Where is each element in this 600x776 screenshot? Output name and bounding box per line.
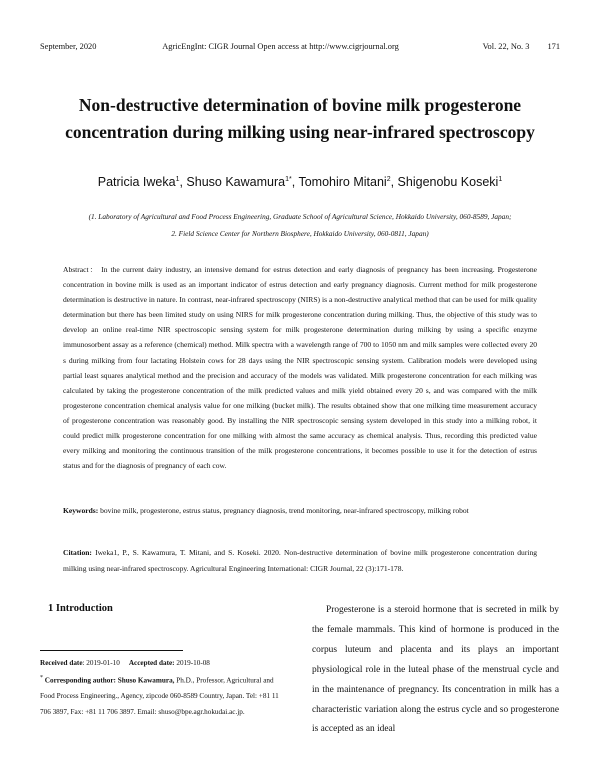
received-label: Received date — [40, 659, 83, 667]
author-sup: 1* — [285, 175, 292, 183]
footnote — [40, 656, 286, 720]
corr-text: Ph.D., Professor, Agricultural and Food Process Engineering., Agency, zipcode 060-8589 Country, Japan. Tel: +81 11 706 3897, Fax: +81 11 706 3897. Email: shuso@bpe.agr.hokudai.ac.jp. — [40, 676, 279, 716]
affiliation: (1. Laboratory of Agricultural and Food Process Engineering, Graduate School of Agricultural Science, Hokkaido University, 060-8589, Japan; — [88, 212, 512, 221]
header-journal: AgricEngInt: CIGR Journal Open access at http://www.cigrjournal.org — [162, 42, 399, 51]
footnote-rule — [40, 650, 183, 651]
affiliations — [30, 208, 570, 242]
author-sup: 2 — [386, 175, 391, 183]
corr-mark: * — [40, 675, 43, 682]
header-date: September, 2020 — [40, 42, 97, 51]
author: Shigenobu Koseki — [397, 175, 499, 189]
keywords-label: Keywords: — [63, 506, 99, 515]
author-list: Patricia Iweka$^1$, Shuso Kawamura$^{1*}$, Tomohiro Mitani$^2$, Shigenobu Koseki$^1$ — [97, 175, 503, 189]
intro-paragraph: Progesterone is a steroid hormone that is secreted in milk by the female mammals. This kind of hormone is produced in the corpus luteum and placenta and its plays an important physiological role in the luteal phase of the menstrual cycle and in the maintenance of pregnancy. Its concentration in milk has a characteristic variation along the estrus cycle and so progesterone is accepted as an ideal — [312, 605, 559, 735]
keywords — [63, 503, 537, 519]
author: Patricia Iweka — [97, 175, 176, 189]
author-sup: 1 — [175, 175, 180, 183]
citation — [63, 545, 537, 576]
citation-text: Iweka1, P., S. Kawamura, T. Mitani, and S. Koseki. 2020. Non-destructive determination of bovine milk progesterone concentration during milking using near-infrared spectroscopy. Agricultural Engineering International: CIGR Journal, 22 (3):171-178. — [63, 548, 537, 573]
abstract-text: In the current dairy industry, an intensive demand for estrus detection and early diagnosis of pregnancy has been increasing. Progesterone concentration in bovine milk is used as an important indicator of estrus detection and early pregnancy diagnosis. Current method for milk progesterone determination is destructive in nature. In contrast, near-infrared spectroscopy (NIRS) is a non-destructive analytical method that can be used for milk quality determination but there has been limited study on using NIRS for milk progesterone concentration during milking. Thus, the objective of this study was to develop an online real-time NIR spectroscopic sensing system for milk progesterone determination during milking by using a specific enzyme immunosorbent assay as a reference (chemical) method. Milk spectra with a wavelength range of 700 to 1050 nm and milk samples were collected every 20 s during milking from four lactating Holstein cows for 28 days using the NIR spectroscopic sensing system. Calibration models were developed using partial least squares analytical method and the precision and accuracy of the models was validated. Milk progesterone concentration for each milking was calculated by taking the progesterone concentration of the milk predicted values and milk yield obtained every 20 s, and was compared with the milk progesterone concentration chemical analysis value for one milking (bucket milk). The results obtained show that one milking time measurement accuracy of progesterone concentration was reasonably good. By installing the NIR spectroscopic sensing system developed in this study into a milking robot, it could predict milk progesterone concentration for one milking with almost the same accuracy as chemical analysis. Thus, recording this predicted value every milking and monitoring the continuous transition of the milk progesterone concentrations, it becomes possible to use it for the detection of estrus status and for the diagnosis of pregnancy of each cow. — [63, 265, 537, 471]
received-date: : 2019-01-10 — [82, 659, 120, 667]
abstract-label: Abstract： — [63, 265, 99, 274]
header-right — [465, 42, 560, 51]
paper-title: Non-destructive determination of bovine milk progesterone concentration during milking using near-infrared spectroscopy — [65, 95, 535, 142]
accepted-label: Accepted date: — [128, 659, 175, 667]
header-page: 171 — [547, 42, 560, 51]
abstract — [63, 262, 537, 473]
author: Tomohiro Mitani — [298, 175, 387, 189]
author: Shuso Kawamura — [186, 175, 286, 189]
header-volume: Vol. 22, No. 3 — [482, 42, 530, 51]
affiliation: 2. Field Science Center for Northern Biosphere, Hokkaido University, 060-0811, Japan) — [171, 229, 429, 238]
keywords-text: bovine milk, progesterone, estrus status, pregnancy diagnosis, trend monitoring, near-infrared spectroscopy, milking robot — [100, 506, 469, 515]
accepted-date: 2019-10-08 — [174, 659, 210, 667]
corr-label: Corresponding author: Shuso Kawamura, — [43, 676, 175, 685]
section-heading: 1 Introduction — [48, 603, 113, 614]
running-header — [40, 42, 560, 51]
author-sup: 1 — [498, 175, 503, 183]
citation-label: Citation: — [63, 548, 92, 557]
